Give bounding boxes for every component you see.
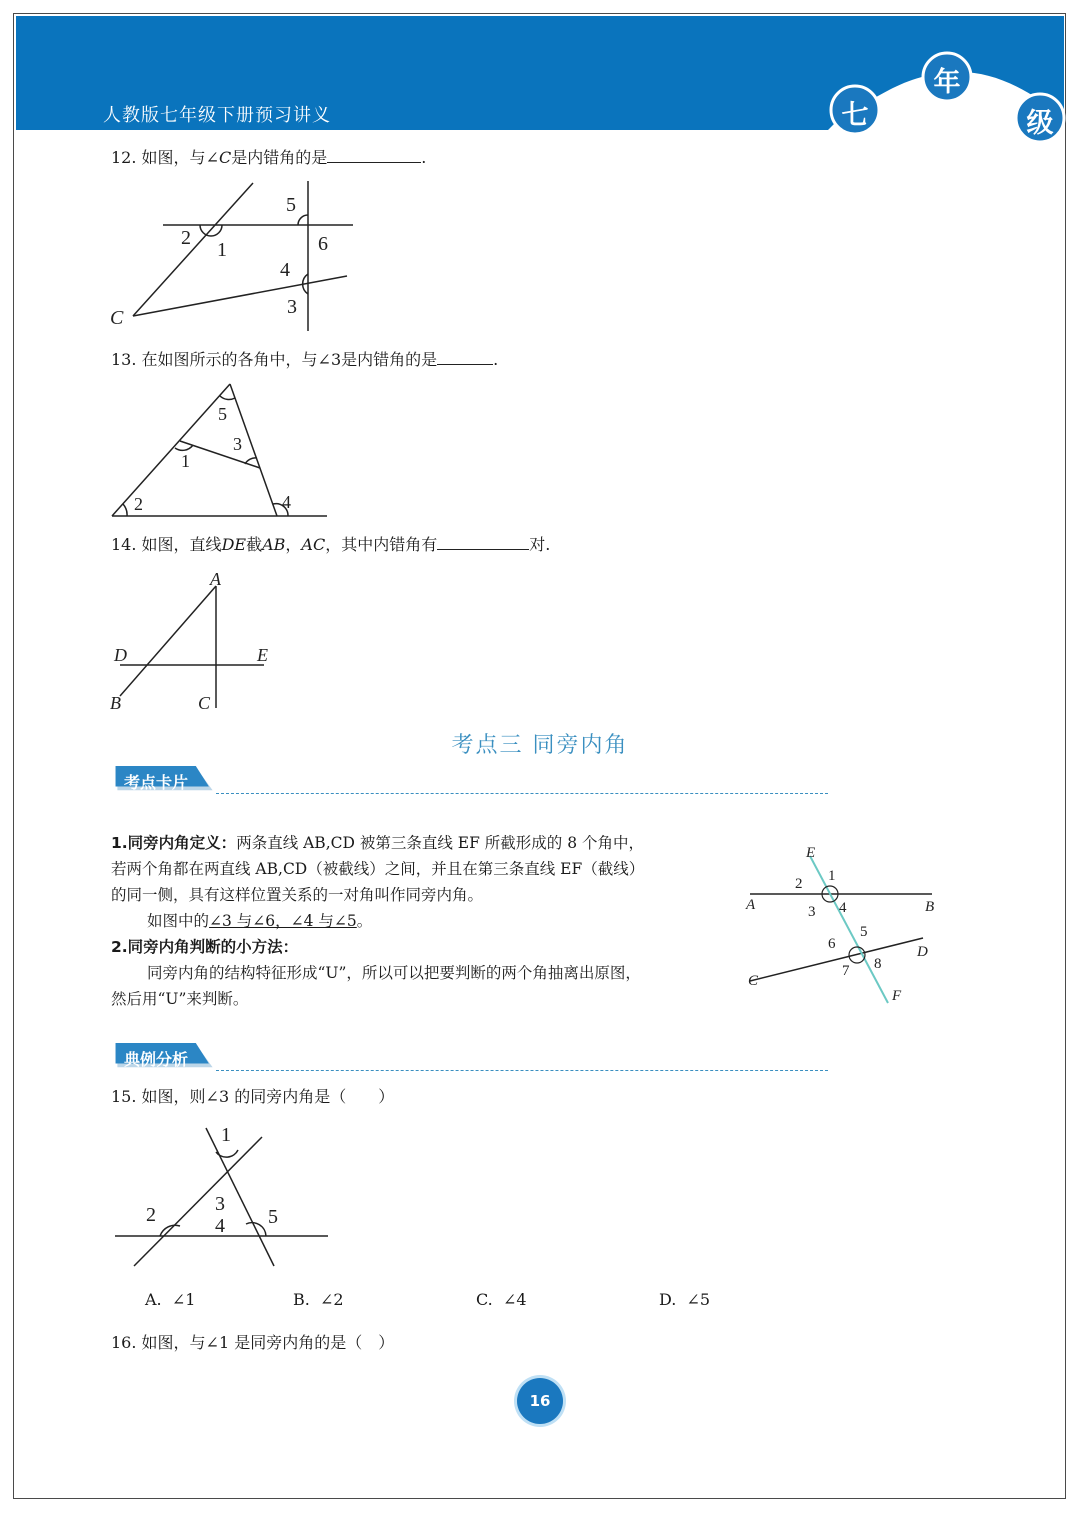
header-banner <box>0 0 1080 160</box>
label-b: B <box>925 899 935 915</box>
label-1: 1 <box>181 451 190 471</box>
label-c: C <box>748 973 759 989</box>
label-5: 5 <box>860 924 868 940</box>
question-14: 14. 如图，直线DE截AB，AC，其中内错角有 对. <box>111 535 551 554</box>
section-title: 考点三 同旁内角 <box>451 733 629 758</box>
label-2: 2 <box>146 1204 156 1226</box>
label-c: C <box>110 307 124 329</box>
option-a[interactable]: A. ∠1 <box>145 1290 196 1309</box>
dashed-divider <box>216 793 828 794</box>
tag-label: 考点卡片 <box>124 773 189 792</box>
question-15 <box>111 1084 394 1107</box>
question-stem: 是内错角的是 <box>231 148 328 167</box>
label-5: 5 <box>268 1206 278 1228</box>
option-b[interactable]: B. ∠2 <box>293 1290 344 1309</box>
tag-label: 典例分析 <box>124 1050 189 1069</box>
label-4: 4 <box>280 259 290 281</box>
definition-title: 1.同旁内角定义： <box>111 834 237 852</box>
example-pairs: ∠3 与∠6，∠4 与∠5 <box>209 912 357 930</box>
figure-q14 <box>104 568 284 718</box>
grade-char-seven: 七 <box>841 100 869 131</box>
question-stem: 如图，则∠3 的同旁内角是（ ） <box>141 1087 395 1106</box>
label-d: D <box>114 645 127 665</box>
label-2: 2 <box>795 876 803 892</box>
label-1: 1 <box>217 239 227 261</box>
label-b: B <box>110 693 121 713</box>
question-stem: 如图，与∠1 是同旁内角的是（ ） <box>141 1333 395 1352</box>
dashed-divider <box>216 1070 828 1071</box>
label-e: E <box>806 845 816 861</box>
method-title: 2.同旁内角判断的小方法： <box>111 938 299 956</box>
question-stem: 在如图所示的各角中，与∠3是内错角的是 <box>141 350 438 369</box>
label-8: 8 <box>874 956 882 972</box>
grade-char-year: 年 <box>933 67 961 98</box>
label-7: 7 <box>842 963 850 979</box>
label-3: 3 <box>287 296 297 318</box>
label-1: 1 <box>221 1124 231 1146</box>
label-2: 2 <box>134 494 143 514</box>
grade-char-level: 级 <box>1026 108 1054 139</box>
question-16 <box>111 1330 394 1353</box>
question-number: 12. <box>111 148 137 167</box>
question-number: 13. <box>111 350 137 369</box>
figure-q13 <box>105 378 335 523</box>
label-4: 4 <box>839 900 847 916</box>
label-e: E <box>257 645 268 665</box>
page-number: 16 <box>517 1378 563 1424</box>
angle-symbol: ∠C <box>205 148 232 167</box>
answer-blank[interactable] <box>437 535 529 550</box>
label-4: 4 <box>215 1215 225 1237</box>
label-2: 2 <box>181 227 191 249</box>
label-1: 1 <box>828 868 836 884</box>
label-6: 6 <box>828 936 836 952</box>
label-5: 5 <box>218 404 227 424</box>
label-a: A <box>210 569 221 589</box>
figure-card <box>740 838 950 1013</box>
answer-blank[interactable] <box>327 148 421 163</box>
label-5: 5 <box>286 194 296 216</box>
label-a: A <box>746 897 756 913</box>
question-13: 13. 在如图所示的各角中，与∠3是内错角的是 . <box>111 350 499 369</box>
label-f: F <box>892 988 902 1004</box>
label-d: D <box>917 944 928 960</box>
question-number: 15. <box>111 1087 137 1106</box>
label-c: C <box>198 693 211 713</box>
label-3: 3 <box>808 904 816 920</box>
option-d[interactable]: D. ∠5 <box>659 1290 711 1309</box>
figure-q15 <box>108 1120 338 1275</box>
question-stem: 如图，与 <box>141 148 206 167</box>
question-12: 12. 如图，与∠C是内错角的是 . <box>111 148 427 167</box>
question-number: 14. <box>111 535 137 554</box>
label-6: 6 <box>318 233 328 255</box>
option-c[interactable]: C. ∠4 <box>476 1290 527 1309</box>
label-3: 3 <box>215 1193 225 1215</box>
answer-blank[interactable] <box>437 350 493 365</box>
figure-q12 <box>100 178 370 338</box>
definition-block: 1.同旁内角定义：两条直线 AB,CD 被第三条直线 EF 所截形成的 8 个角中， 若两个角都在两直线 AB,CD（被截线）之间，并且在第三条直线 EF（截线） 的同一侧，具有这样位置关系的一对角叫作同旁内角。 如图中的∠3 与∠6，∠4 与∠5。 2.同旁内角判断的小方法： 同旁内角的结构特征形成“U”，所以可以把要判断的两个角抽离出原图， 然后用“U”来判断。 <box>111 834 645 1008</box>
series-title: 人教版七年级下册预习讲义 <box>103 105 331 126</box>
label-3: 3 <box>233 434 242 454</box>
question-number: 16. <box>111 1333 137 1352</box>
label-4: 4 <box>282 492 291 512</box>
